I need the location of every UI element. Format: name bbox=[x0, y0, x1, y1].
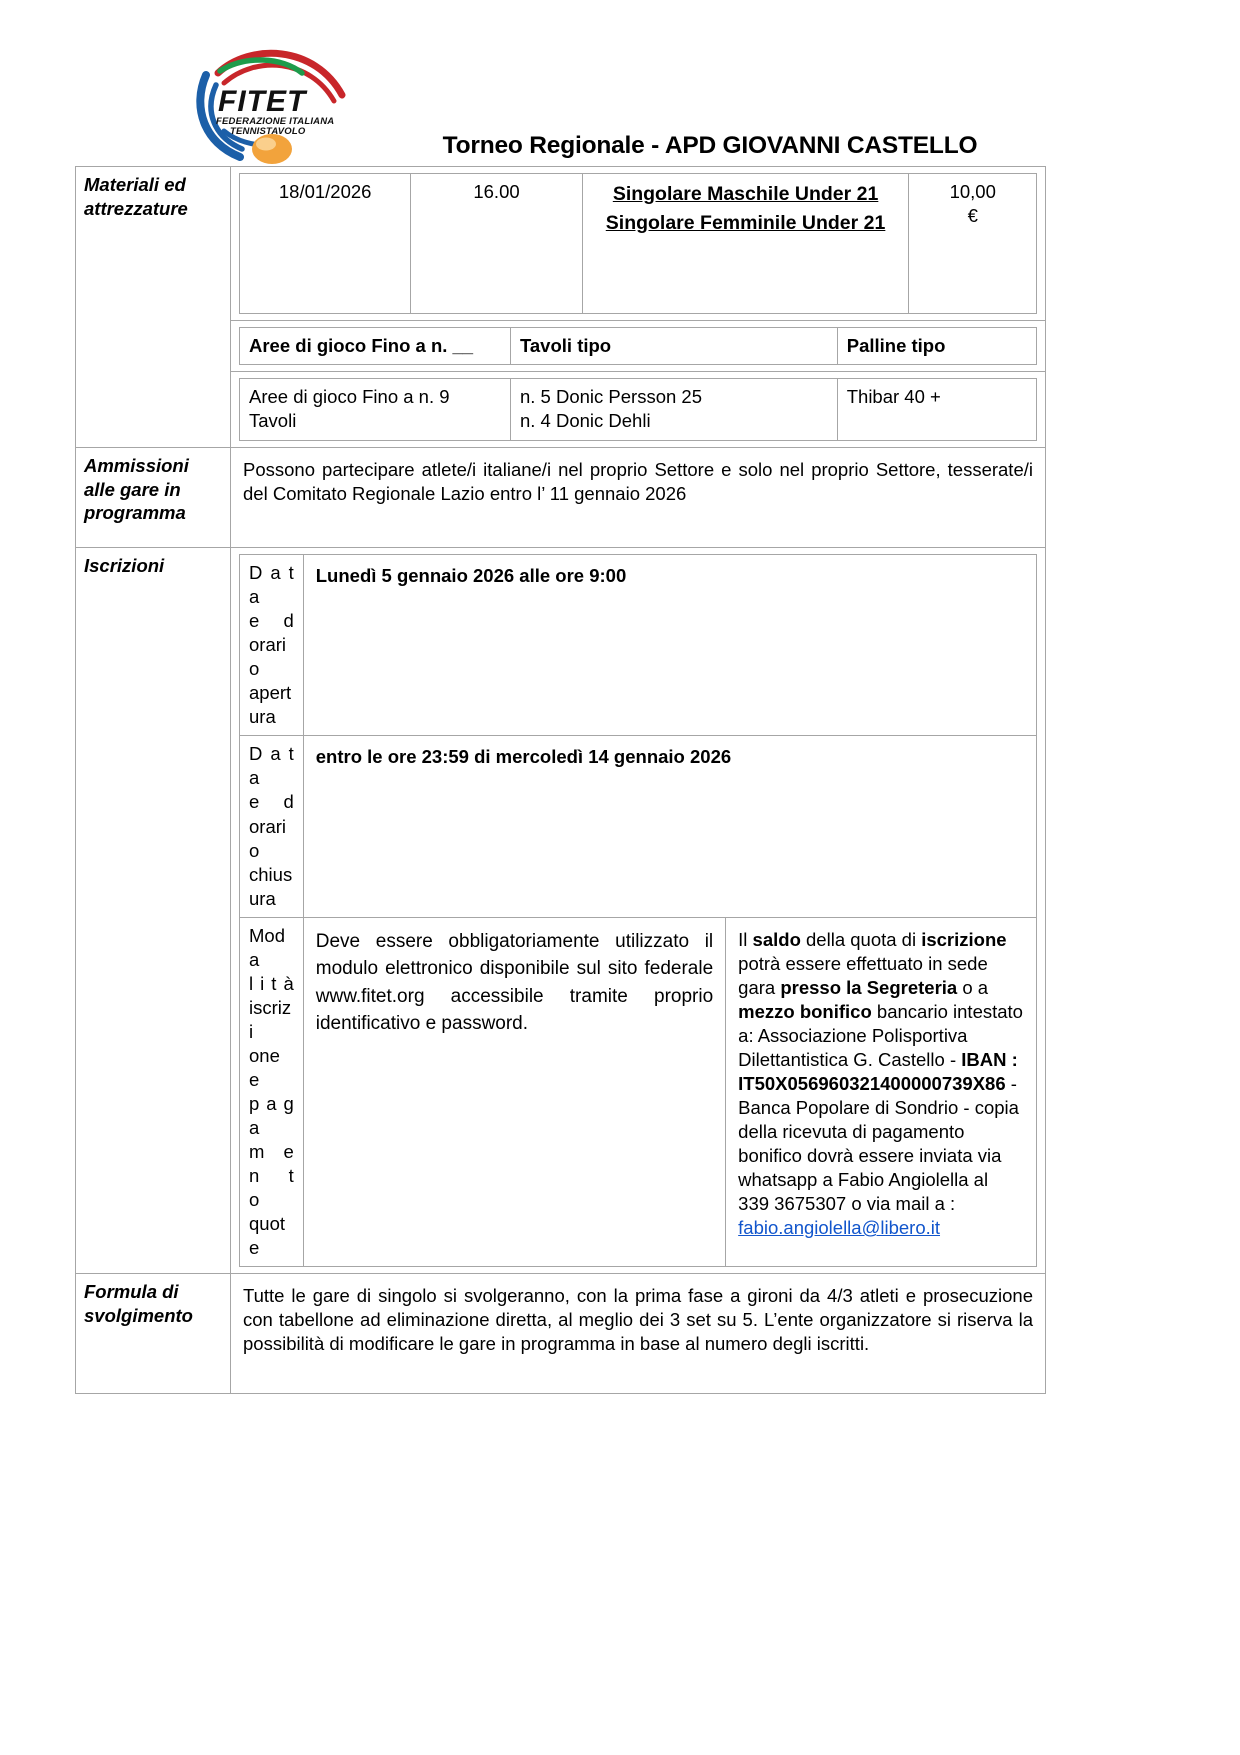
materials-values-cell bbox=[231, 372, 1046, 448]
materials-header-tavoli: Tavoli tipo bbox=[510, 328, 837, 365]
modality-label-l6: m e n t bbox=[249, 1141, 294, 1187]
closing-label-l3: orario bbox=[249, 815, 287, 861]
formula-text: Tutte le gare di singolo si svolgeranno, con la prima fase a gironi da 4/3 atleti e prosecuzione con tabellone ad eliminazione diretta, al meglio dei 3 set su 5. L’ente organizzatore si riserva la possibilità di modificare le gare in programma in base al numero degli iscritti. bbox=[231, 1274, 1046, 1394]
opening-label-l1: D a t a bbox=[249, 562, 294, 608]
modality-left-text: Deve essere obbligatoriamente utilizzato il modulo elettronico disponibile sul sito federale www.fitet.org accessibile tramite proprio identificativo e password. bbox=[303, 917, 725, 1267]
event-time: 16.00 bbox=[411, 174, 582, 314]
closing-label bbox=[240, 736, 304, 917]
table-row-registrations bbox=[76, 548, 1046, 1274]
closing-label-l5: ura bbox=[249, 887, 276, 909]
modality-label bbox=[240, 917, 304, 1267]
materials-header-palline: Palline tipo bbox=[837, 328, 1036, 365]
registration-modality-row bbox=[240, 917, 1037, 1267]
materials-value-tavoli-1: n. 5 Donic Persson 25 bbox=[519, 386, 702, 408]
admissions-label: Ammissioni alle gare in programma bbox=[76, 448, 231, 548]
event-fee-amount: 10,00 bbox=[949, 181, 996, 202]
registrations-cell bbox=[231, 548, 1046, 1274]
modality-label-l2: l i t à bbox=[249, 972, 294, 994]
modality-label-l1: Moda bbox=[249, 924, 285, 970]
modality-label-l4: one e bbox=[249, 1044, 280, 1090]
page-title: Torneo Regionale - APD GIOVANNI CASTELLO bbox=[442, 132, 978, 159]
svg-text:TENNISTAVOLO: TENNISTAVOLO bbox=[230, 126, 306, 137]
payment-email-link[interactable]: fabio.angiolella@libero.it bbox=[738, 1217, 941, 1239]
svg-text:FITET: FITET bbox=[218, 85, 307, 118]
materials-value-tavoli bbox=[510, 379, 837, 441]
event-fee-currency: € bbox=[967, 205, 978, 227]
closing-label-l2: e d bbox=[249, 791, 294, 813]
materials-header-aree: Aree di gioco Fino a n. __ bbox=[240, 328, 511, 365]
event-detail-cell bbox=[231, 167, 1046, 321]
svg-text:FEDERAZIONE ITALIANA: FEDERAZIONE ITALIANA bbox=[216, 116, 335, 127]
formula-label: Formula di svolgimento bbox=[76, 1274, 231, 1394]
event-fee bbox=[909, 174, 1037, 314]
opening-label-l3: orario bbox=[249, 634, 287, 680]
modality-label-l5: p a g a bbox=[249, 1093, 294, 1139]
event-category-2: Singolare Femminile Under 21 bbox=[605, 212, 886, 235]
payment-rich-text: Il saldo della quota di iscrizione potrà essere effettuato in sede gara presso la Segreteria o a mezzo bonifico bancario intestato a: Associazione Polisportiva Dilettantistica G. Castello - IBAN : IT50X056960321400000739X86 - Banca Popolare di Sondrio - copia della ricevuta di pagamento bonifico dovrà essere inviata via whatsapp a Fabio Angiolella al 339 3675307 o via mail a : bbox=[738, 928, 1023, 1215]
modality-label-l7: o bbox=[249, 1189, 260, 1211]
event-category-1: Singolare Maschile Under 21 bbox=[612, 183, 879, 205]
registration-opening-row bbox=[240, 555, 1037, 736]
table-row-formula bbox=[76, 1274, 1046, 1394]
materials-label: Materiali ed attrezzature bbox=[76, 167, 231, 448]
table-row-admissions bbox=[76, 448, 1046, 548]
closing-value: entro le ore 23:59 di mercoledì 14 gennaio 2026 bbox=[303, 736, 1036, 917]
closing-label-l4: chius bbox=[249, 863, 293, 885]
admissions-text: Possono partecipare atlete/i italiane/i nel proprio Settore e solo nel proprio Settore, tesserate/i del Comitato Regionale Lazio entro l’ 11 gennaio 2026 bbox=[231, 448, 1046, 548]
materials-value-tavoli-2: n. 4 Donic Dehli bbox=[519, 410, 651, 432]
modality-label-l8: quote bbox=[249, 1213, 286, 1259]
event-categories bbox=[582, 174, 909, 314]
opening-value: Lunedì 5 gennaio 2026 alle ore 9:00 bbox=[303, 555, 1036, 736]
registrations-label: Iscrizioni bbox=[76, 548, 231, 1274]
registration-closing-row bbox=[240, 736, 1037, 917]
tournament-table bbox=[75, 166, 1046, 1394]
materials-value-aree: Aree di gioco Fino a n. 9 Tavoli bbox=[240, 379, 511, 441]
materials-value-palline: Thibar 40 + bbox=[837, 379, 1036, 441]
opening-label-l2: e d bbox=[249, 610, 294, 632]
event-date: 18/01/2026 bbox=[240, 174, 411, 314]
modality-label-l3: iscrizi bbox=[249, 996, 292, 1042]
closing-label-l1: D a t a bbox=[249, 743, 294, 789]
table-row-event bbox=[76, 167, 1046, 321]
opening-label bbox=[240, 555, 304, 736]
opening-label-l5: ura bbox=[249, 706, 276, 728]
materials-header-cell bbox=[231, 321, 1046, 372]
opening-label-l4: apert bbox=[249, 682, 292, 704]
modality-payment-text bbox=[726, 917, 1037, 1267]
